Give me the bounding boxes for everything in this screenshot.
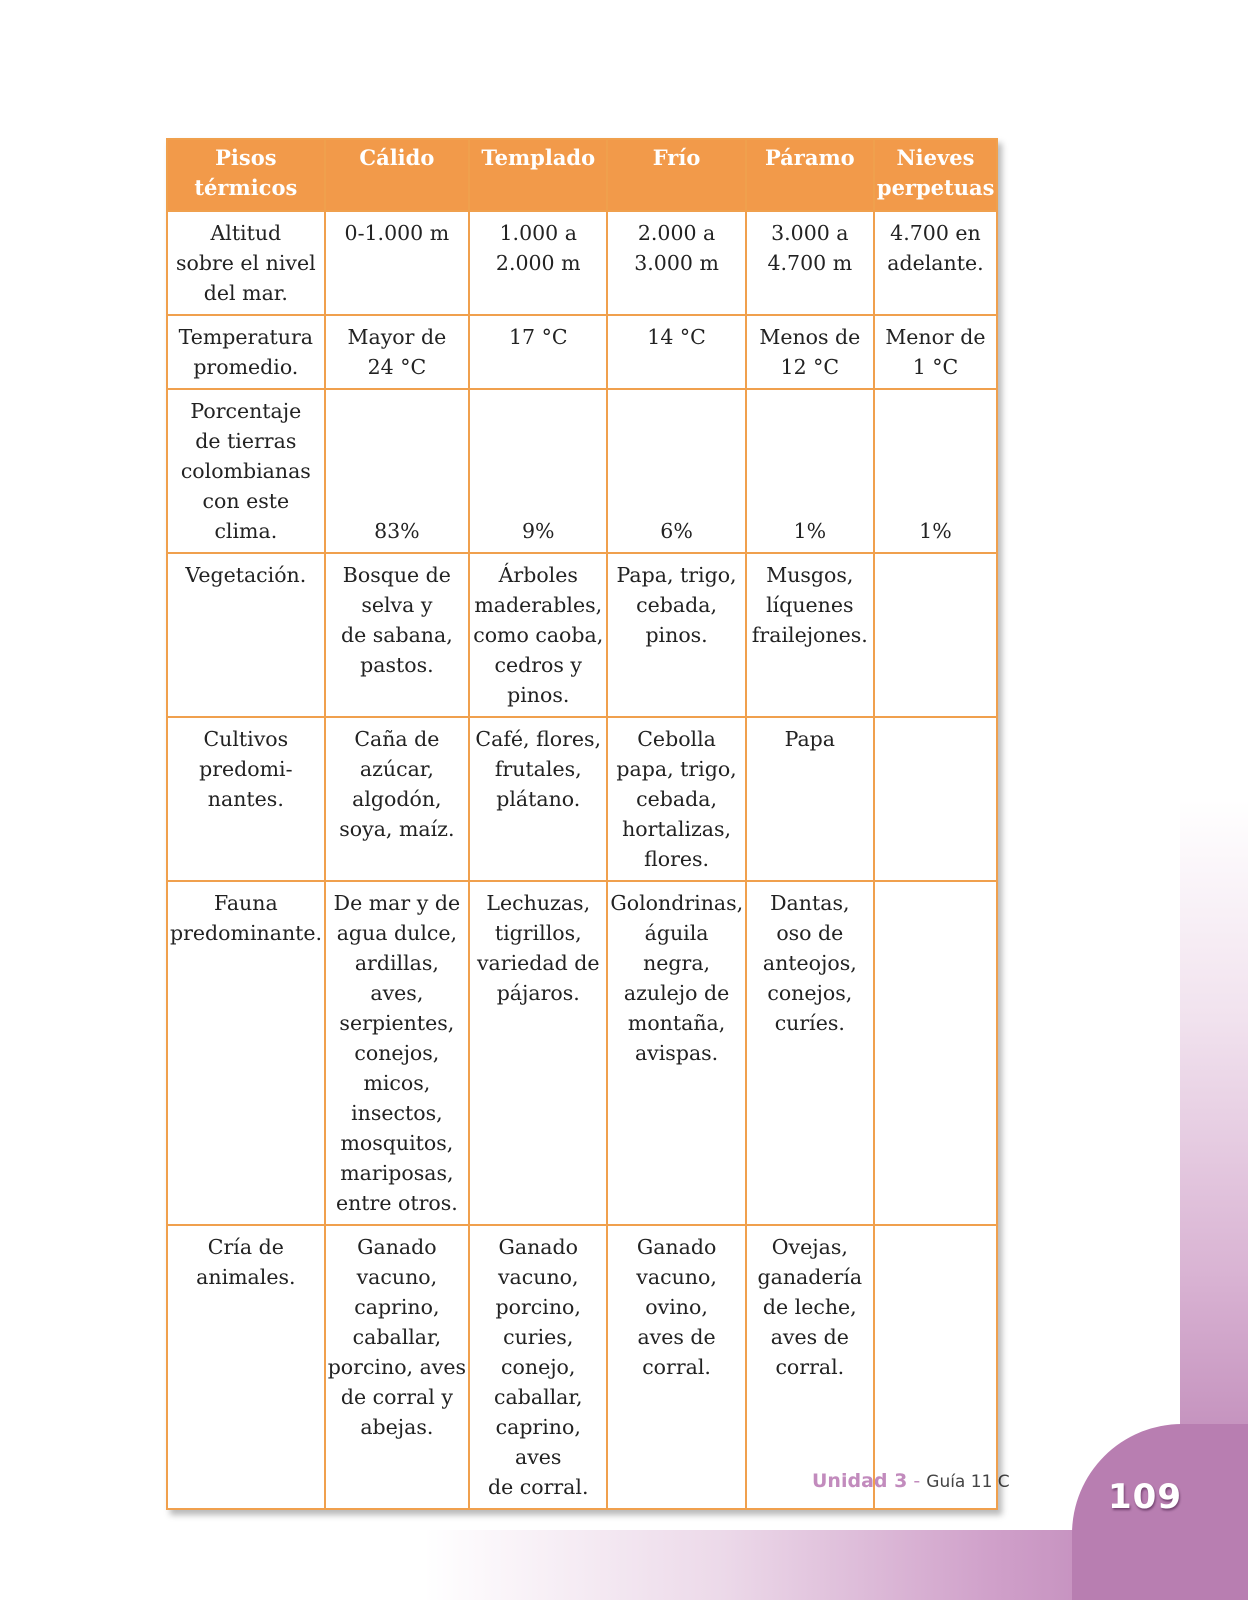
- table-row: [167, 315, 997, 389]
- column-header: Páramo: [746, 139, 874, 211]
- table-header-row: [167, 139, 997, 211]
- column-header: Nieves perpetuas: [874, 139, 997, 211]
- table-cell: 1.000 a 2.000 m: [469, 211, 607, 315]
- table-cell: 83%: [325, 389, 469, 553]
- footer-guide: Guía 11 C: [926, 1472, 1010, 1492]
- row-header-cell: Porcentaje de tierras colombianas con este clima.: [167, 389, 325, 553]
- table-cell: 17 °C: [469, 315, 607, 389]
- table-cell: Caña de azúcar, algodón, soya, maíz.: [325, 717, 469, 881]
- column-header: Cálido: [325, 139, 469, 211]
- row-header-cell: Vegetación.: [167, 553, 325, 717]
- column-header: Frío: [607, 139, 745, 211]
- page-number: 109: [1108, 1477, 1182, 1517]
- table-cell: Cebolla papa, trigo, cebada, hortalizas, flores.: [607, 717, 745, 881]
- table-cell: [874, 717, 997, 881]
- column-header: Templado: [469, 139, 607, 211]
- table-cell: 1%: [746, 389, 874, 553]
- decorative-bottom-gradient: [0, 1530, 1248, 1600]
- table-cell: Golondrinas, águila negra, azulejo de montaña, avispas.: [607, 881, 745, 1225]
- table-cell: [874, 1225, 997, 1509]
- table-row: [167, 881, 997, 1225]
- row-header-cell: Altitud sobre el nivel del mar.: [167, 211, 325, 315]
- table-cell: Lechuzas, tigrillos, variedad de pájaros.: [469, 881, 607, 1225]
- table-row: [167, 717, 997, 881]
- table-cell: 6%: [607, 389, 745, 553]
- footer-unit: Unidad 3: [812, 1470, 908, 1492]
- table-cell: De mar y de agua dulce, ardillas, aves, serpientes, conejos, micos, insectos, mosquitos, mariposas, entre otros.: [325, 881, 469, 1225]
- table-cell: 14 °C: [607, 315, 745, 389]
- table-cell: Ganado vacuno, ovino, aves de corral.: [607, 1225, 745, 1509]
- table-row: [167, 1225, 997, 1509]
- thermal-floors-table-container: [166, 138, 998, 1510]
- table-cell: Menos de 12 °C: [746, 315, 874, 389]
- table-cell: 3.000 a 4.700 m: [746, 211, 874, 315]
- table-cell: Ganado vacuno, caprino, caballar, porcino, aves de corral y abejas.: [325, 1225, 469, 1509]
- row-header-cell: Temperatura promedio.: [167, 315, 325, 389]
- thermal-floors-table: [166, 138, 998, 1510]
- table-cell: 2.000 a 3.000 m: [607, 211, 745, 315]
- table-cell: Ganado vacuno, porcino, curies, conejo, caballar, caprino, aves de corral.: [469, 1225, 607, 1509]
- table-row: [167, 211, 997, 315]
- table-cell: [874, 881, 997, 1225]
- table-cell: 9%: [469, 389, 607, 553]
- table-cell: [874, 553, 997, 717]
- decorative-side-gradient: [1180, 800, 1248, 1530]
- column-header: Pisos térmicos: [167, 139, 325, 211]
- table-cell: Árboles maderables, como caoba, cedros y pinos.: [469, 553, 607, 717]
- row-header-cell: Fauna predominante.: [167, 881, 325, 1225]
- table-row: [167, 553, 997, 717]
- row-header-cell: Cría de animales.: [167, 1225, 325, 1509]
- table-cell: 1%: [874, 389, 997, 553]
- table-cell: Papa, trigo, cebada, pinos.: [607, 553, 745, 717]
- table-cell: Café, flores, frutales, plátano.: [469, 717, 607, 881]
- table-cell: Bosque de selva y de sabana, pastos.: [325, 553, 469, 717]
- table-cell: Musgos, líquenes frailejones.: [746, 553, 874, 717]
- table-cell: Menor de 1 °C: [874, 315, 997, 389]
- table-cell: 0-1.000 m: [325, 211, 469, 315]
- table-cell: 4.700 en adelante.: [874, 211, 997, 315]
- table-cell: Papa: [746, 717, 874, 881]
- table-cell: Dantas, oso de anteojos, conejos, curíes.: [746, 881, 874, 1225]
- table-row: [167, 389, 997, 553]
- table-cell: Mayor de 24 °C: [325, 315, 469, 389]
- footer-separator: -: [907, 1470, 927, 1492]
- table-cell: Ovejas, ganadería de leche, aves de corral.: [746, 1225, 874, 1509]
- row-header-cell: Cultivos predomi- nantes.: [167, 717, 325, 881]
